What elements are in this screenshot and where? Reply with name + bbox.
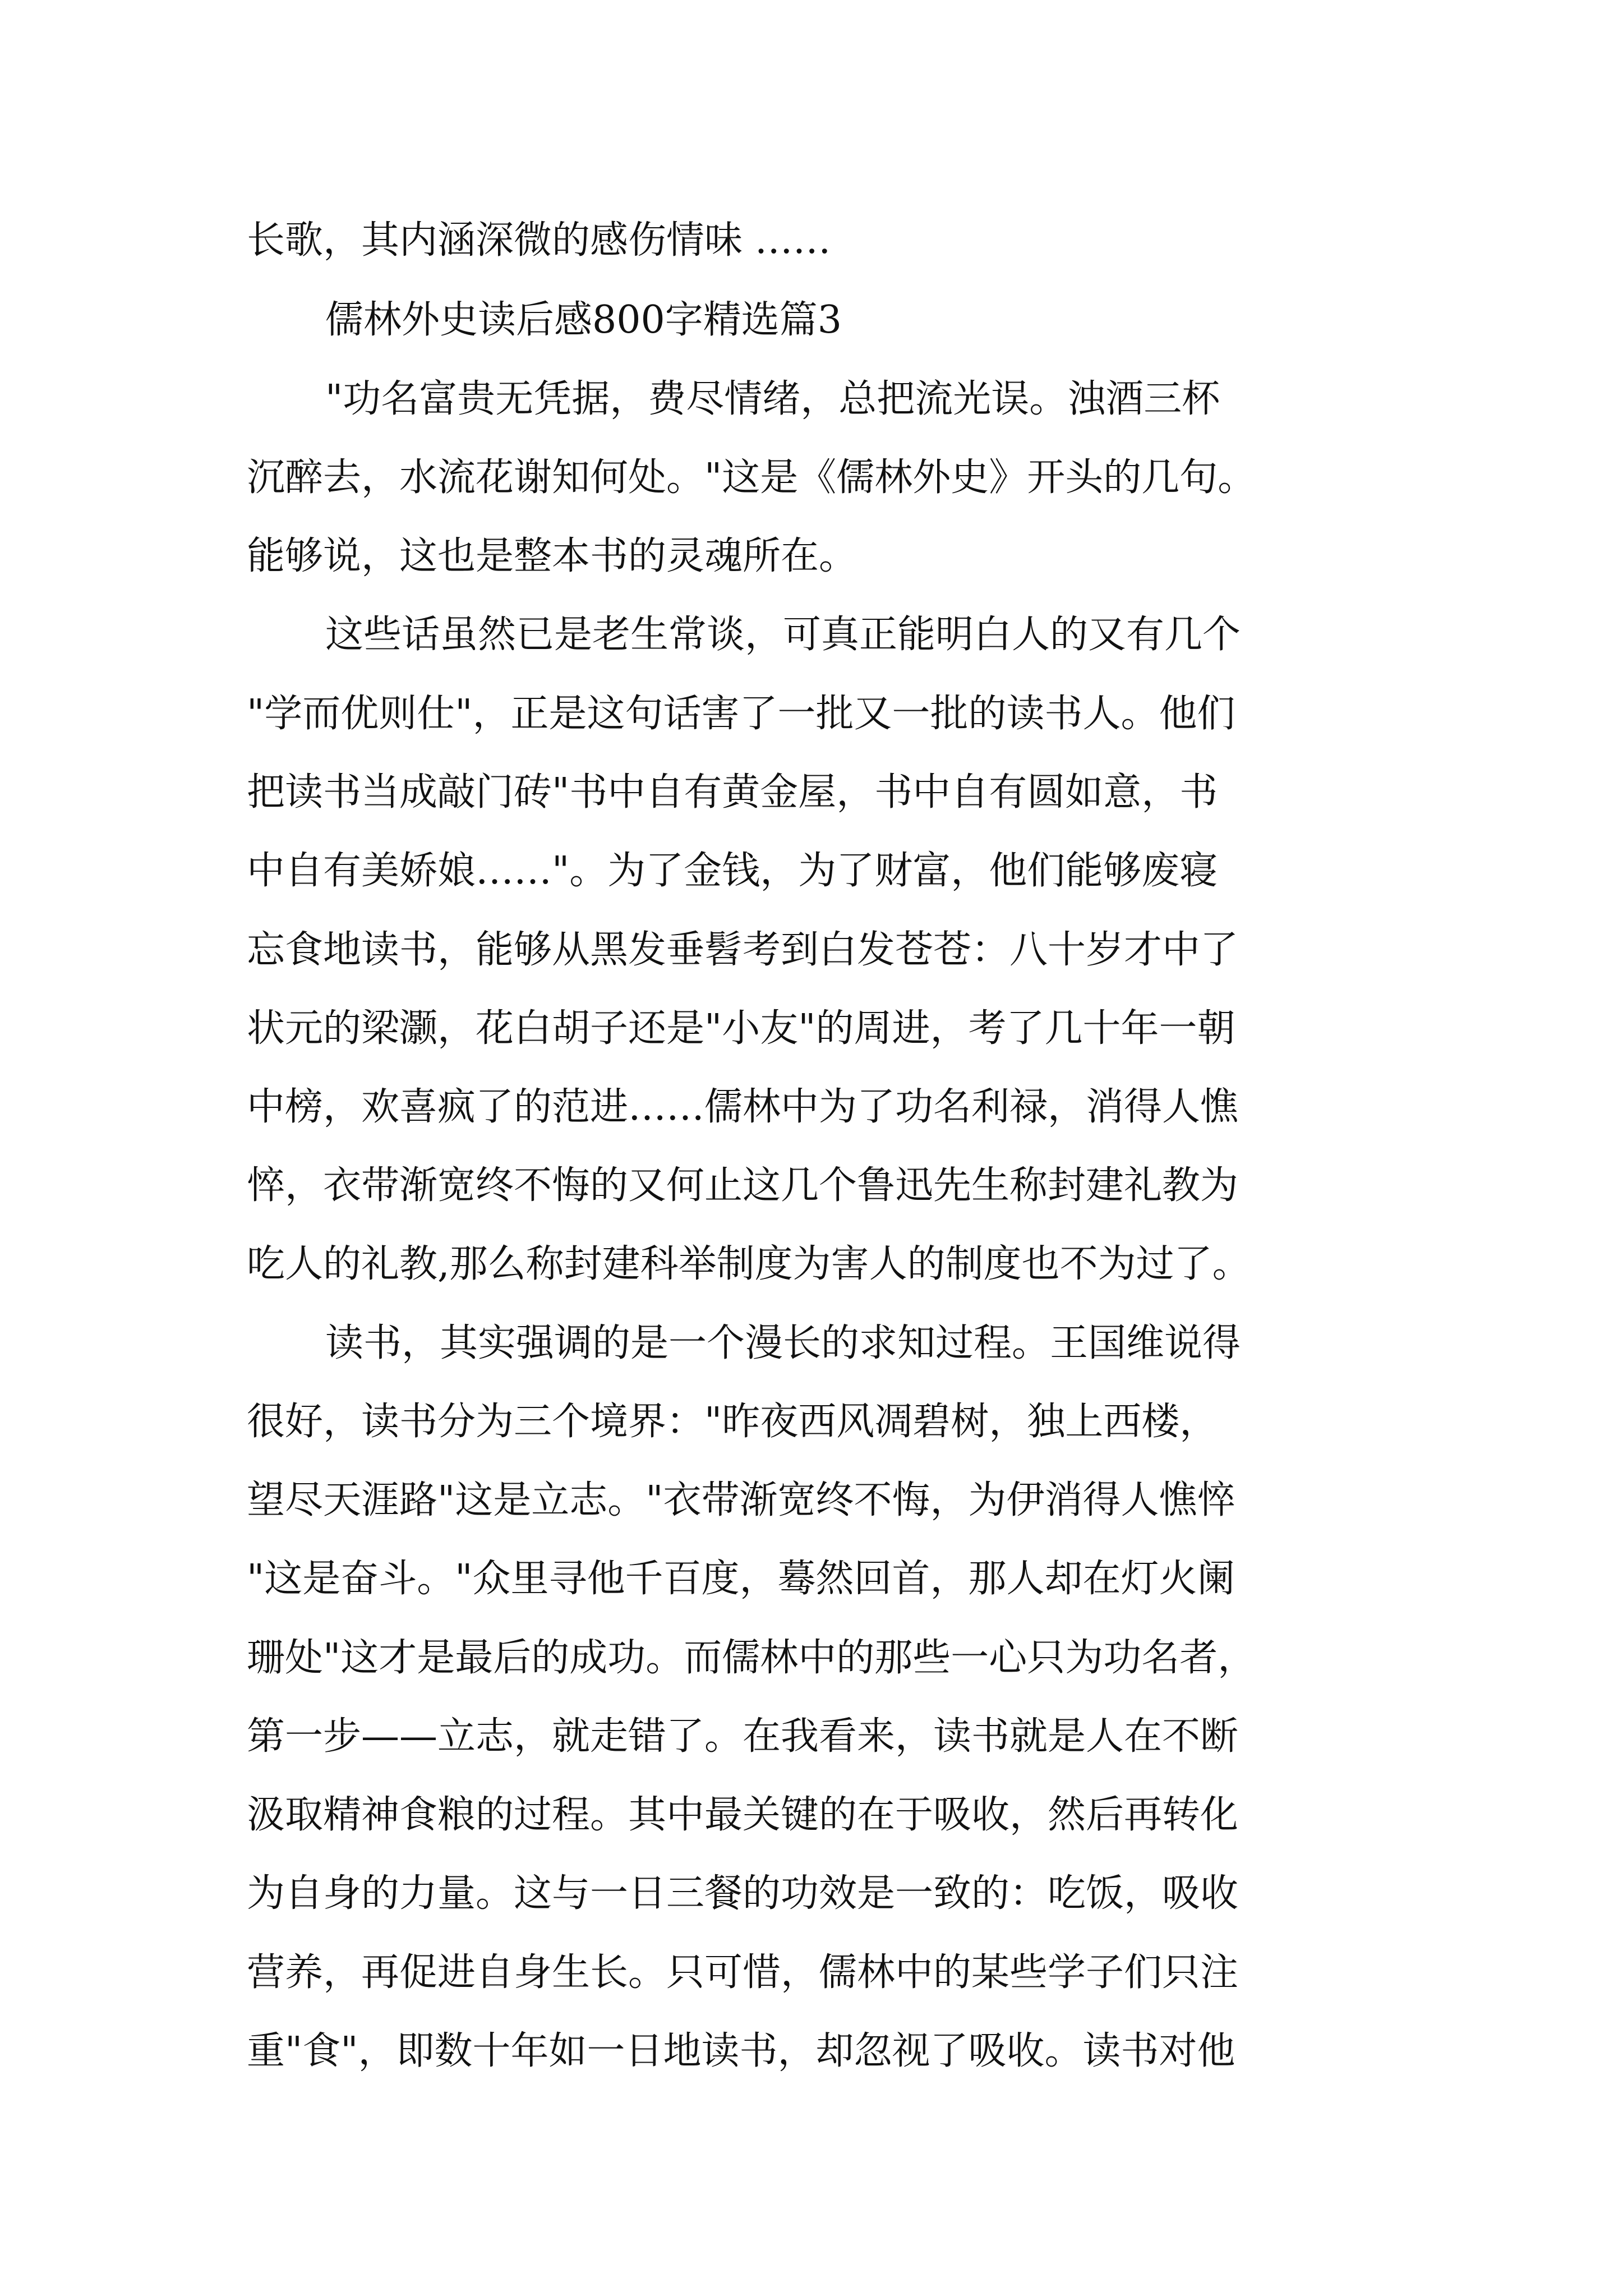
text-line-12: 中榜，欢喜疯了的范进……儒林中为了功名利禄，消得人憔 <box>247 1085 1239 1129</box>
text-line-10: 忘食地读书，能够从黑发垂髫考到白发苍苍：八十岁才中了 <box>247 928 1239 972</box>
text-line-19: 珊处"这才是最后的成功。而儒林中的那些一心只为功名者， <box>247 1636 1256 1680</box>
text-line-16: 很好，读书分为三个境界："昨夜西风凋碧树，独上西楼， <box>247 1400 1218 1444</box>
text-line-21: 汲取精神食粮的过程。其中最关键的在于吸收，然后再转化 <box>247 1793 1239 1837</box>
text-line-22: 为自身的力量。这与一日三餐的功效是一致的：吃饭，吸收 <box>247 1871 1239 1916</box>
text-line-4: 沉醉去，水流花谢知何处。"这是《儒林外史》开头的几句。 <box>247 455 1256 500</box>
text-line-1: 长歌，其内涵深微的感伤情味 …… <box>247 218 831 263</box>
text-line-3: "功名富贵无凭据，费尽情绪，总把流光误。浊酒三杯 <box>325 377 1220 421</box>
text-line-18: "这是奋斗。"众里寻他千百度，蓦然回首，那人却在灯火阑 <box>247 1557 1235 1601</box>
text-line-20: 第一步——立志，就走错了。在我看来，读书就是人在不断 <box>247 1714 1239 1759</box>
text-line-23: 营养，再促进自身生长。只可惜，儒林中的某些学子们只注 <box>247 1950 1239 1995</box>
text-line-13: 悴，衣带渐宽终不悔的又何止这几个鲁迅先生称封建礼教为 <box>247 1163 1239 1208</box>
text-line-8: 把读书当成敲门砖"书中自有黄金屋，书中自有圆如意，书 <box>247 770 1218 815</box>
text-line-6: 这些话虽然已是老生常谈，可真正能明白人的又有几个 <box>325 613 1241 657</box>
text-line-24: 重"食"，即数十年如一日地读书，却忽视了吸收。读书对他 <box>247 2029 1235 2073</box>
text-line-11: 状元的梁灏，花白胡子还是"小友"的周进，考了几十年一朝 <box>247 1006 1235 1051</box>
text-line-9: 中自有美娇娘……"。为了金钱，为了财富，他们能够废寝 <box>247 849 1218 893</box>
section-heading: 儒林外史读后感800字精选篇3 <box>325 298 842 342</box>
text-line-7: "学而优则仕"，正是这句话害了一批又一批的读书人。他们 <box>247 692 1235 736</box>
text-line-5: 能够说，这也是整本书的灵魂所在。 <box>247 534 857 578</box>
text-line-15: 读书，其实强调的是一个漫长的求知过程。王国维说得 <box>325 1321 1241 1365</box>
text-line-17: 望尽天涯路"这是立志。"衣带渐宽终不悔，为伊消得人憔悴 <box>247 1478 1235 1522</box>
text-line-14: 吃人的礼教,那么称封建科举制度为害人的制度也不为过了。 <box>247 1242 1251 1286</box>
